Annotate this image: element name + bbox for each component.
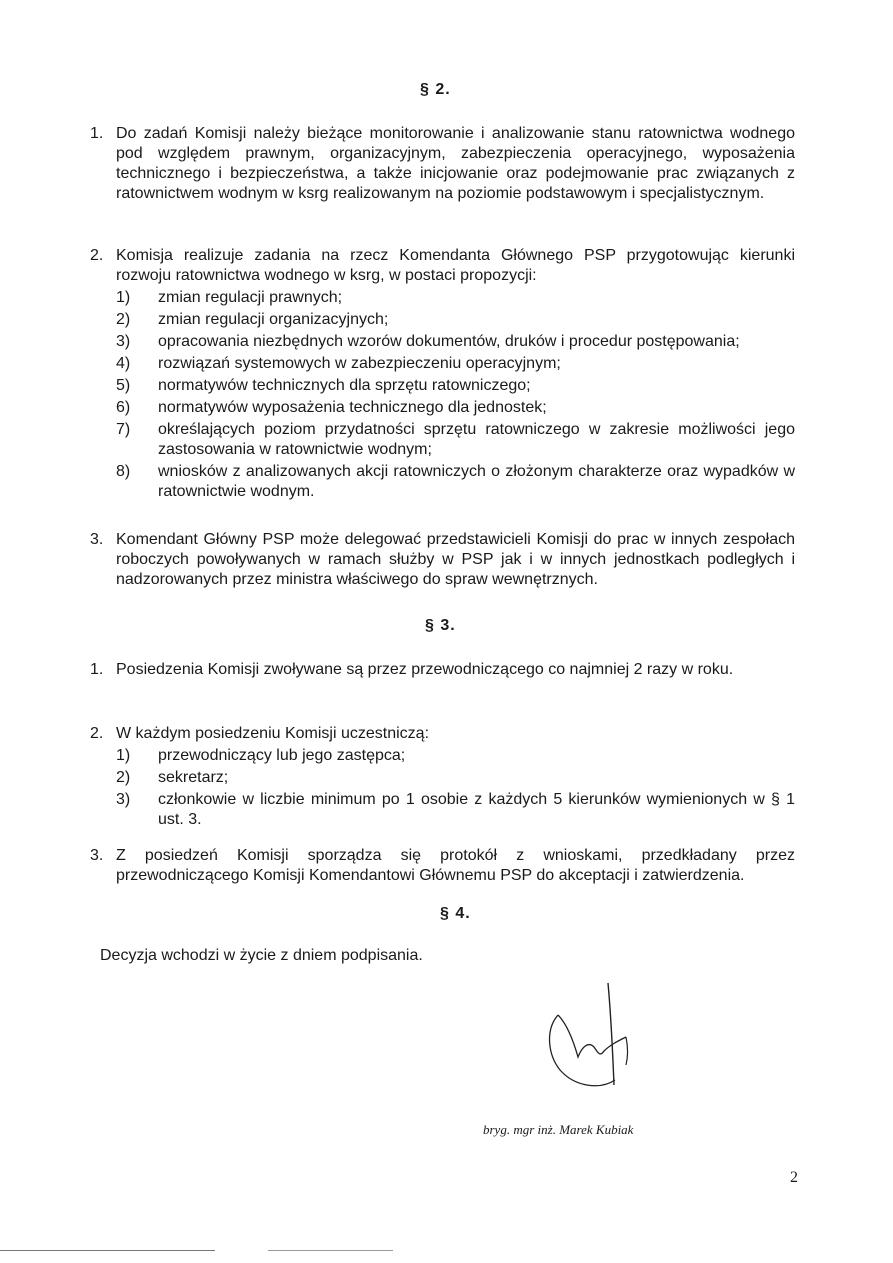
section-2-item-1 (90, 124, 795, 204)
subitem-number: 1) (116, 747, 131, 764)
item-text: Posiedzenia Komisji zwoływane są przez przewodniczącego co najmniej 2 razy w roku. (116, 661, 734, 678)
item-number: 3. (90, 847, 104, 864)
subitem-text: normatywów wyposażenia technicznego dla jednostek; (158, 399, 547, 416)
subitem (116, 332, 795, 352)
subitem (116, 768, 795, 788)
subitem-text: zmian regulacji organizacyjnych; (158, 311, 389, 328)
subitem-number: 2) (116, 311, 131, 328)
section-2-item-2 (90, 246, 795, 502)
subitem-text: sekretarz; (158, 769, 229, 786)
item-text: Do zadań Komisji należy bieżące monitorowanie i analizowanie stanu ratownictwa wodnego pod względem prawnym, organizacyjnym, zabezpieczenia operacyjnego, wyposażenia technicznego i bezpieczeństwa, a także inicjowanie oraz podejmowanie prac związanych z ratownictwem wodnym w ksrg realizowanym na poziomie podstawowym i specjalistycznym. (116, 125, 795, 202)
subitem-number: 4) (116, 355, 131, 372)
section-3-item-1 (90, 660, 795, 680)
subitem (116, 746, 795, 766)
subitem-text: normatywów technicznych dla sprzętu ratowniczego; (158, 377, 531, 394)
section-3-item-2 (90, 724, 795, 830)
subitem-number: 5) (116, 377, 131, 394)
subitem (116, 310, 795, 330)
signer-name: bryg. mgr inż. Marek Kubiak (483, 1122, 634, 1137)
section-4-heading: § 4. (440, 905, 471, 922)
subitem-text: wniosków z analizowanych akcji ratowniczych o złożonym charakterze oraz wypadków w ratownictwie wodnym. (158, 463, 795, 500)
section-2-item-3 (90, 530, 795, 590)
subitem-text: przewodniczący lub jego zastępca; (158, 747, 406, 764)
section-3-item-3 (90, 846, 795, 886)
subitem-text: opracowania niezbędnych wzorów dokumentów, druków i procedur postępowania; (158, 333, 740, 350)
subitem-number: 2) (116, 769, 131, 786)
subitem (116, 462, 795, 502)
item-text: Komendant Główny PSP może delegować przedstawicieli Komisji do prac w innych zespołach roboczych powoływanych w ramach służby w PSP jak i w innych jednostkach podległych i nadzorowanych przez ministra właściwego do spraw wewnętrznych. (116, 531, 795, 588)
subitem-text: członkowie w liczbie minimum po 1 osobie z każdych 5 kierunków wymienionych w § 1 ust. 3. (158, 791, 795, 828)
subitem-text: rozwiązań systemowych w zabezpieczeniu operacyjnym; (158, 355, 561, 372)
subitem-number: 8) (116, 463, 131, 480)
item-number: 1. (90, 661, 104, 678)
handwritten-signature (530, 975, 650, 1105)
subitem (116, 354, 795, 374)
item-number: 2. (90, 725, 104, 742)
bottom-rule-left (0, 1250, 215, 1251)
item-number: 1. (90, 125, 104, 142)
subitem (116, 398, 795, 418)
subitem-number: 3) (116, 791, 131, 808)
item-number: 3. (90, 531, 104, 548)
bottom-rule-right (268, 1250, 393, 1251)
subitem (116, 288, 795, 308)
subitem-text: określających poziom przydatności sprzętu ratowniczego w zakresie możliwości jego zastosowania w ratownictwie wodnym; (158, 421, 795, 458)
subitem-number: 1) (116, 289, 131, 306)
subitem-number: 6) (116, 399, 131, 416)
subitem-text: zmian regulacji prawnych; (158, 289, 343, 306)
page-number: 2 (790, 1169, 798, 1186)
item-text: Z posiedzeń Komisji sporządza się protokół z wnioskami, przedkładany przez przewodniczącego Komisji Komendantowi Głównemu PSP do akceptacji i zatwierdzenia. (116, 847, 795, 884)
item-text: W każdym posiedzeniu Komisji uczestniczą: (116, 725, 430, 742)
subitem (116, 420, 795, 460)
subitem-number: 7) (116, 421, 131, 438)
section-3-heading: § 3. (425, 617, 456, 634)
subitem (116, 790, 795, 830)
closing-statement: Decyzja wchodzi w życie z dniem podpisania. (100, 947, 423, 964)
section-2-heading: § 2. (420, 81, 451, 98)
subitem-number: 3) (116, 333, 131, 350)
subitem (116, 376, 795, 396)
item-number: 2. (90, 247, 104, 264)
item-text: Komisja realizuje zadania na rzecz Komendanta Głównego PSP przygotowując kierunki rozwoju ratownictwa wodnego w ksrg, w postaci propozycji: (116, 247, 795, 284)
